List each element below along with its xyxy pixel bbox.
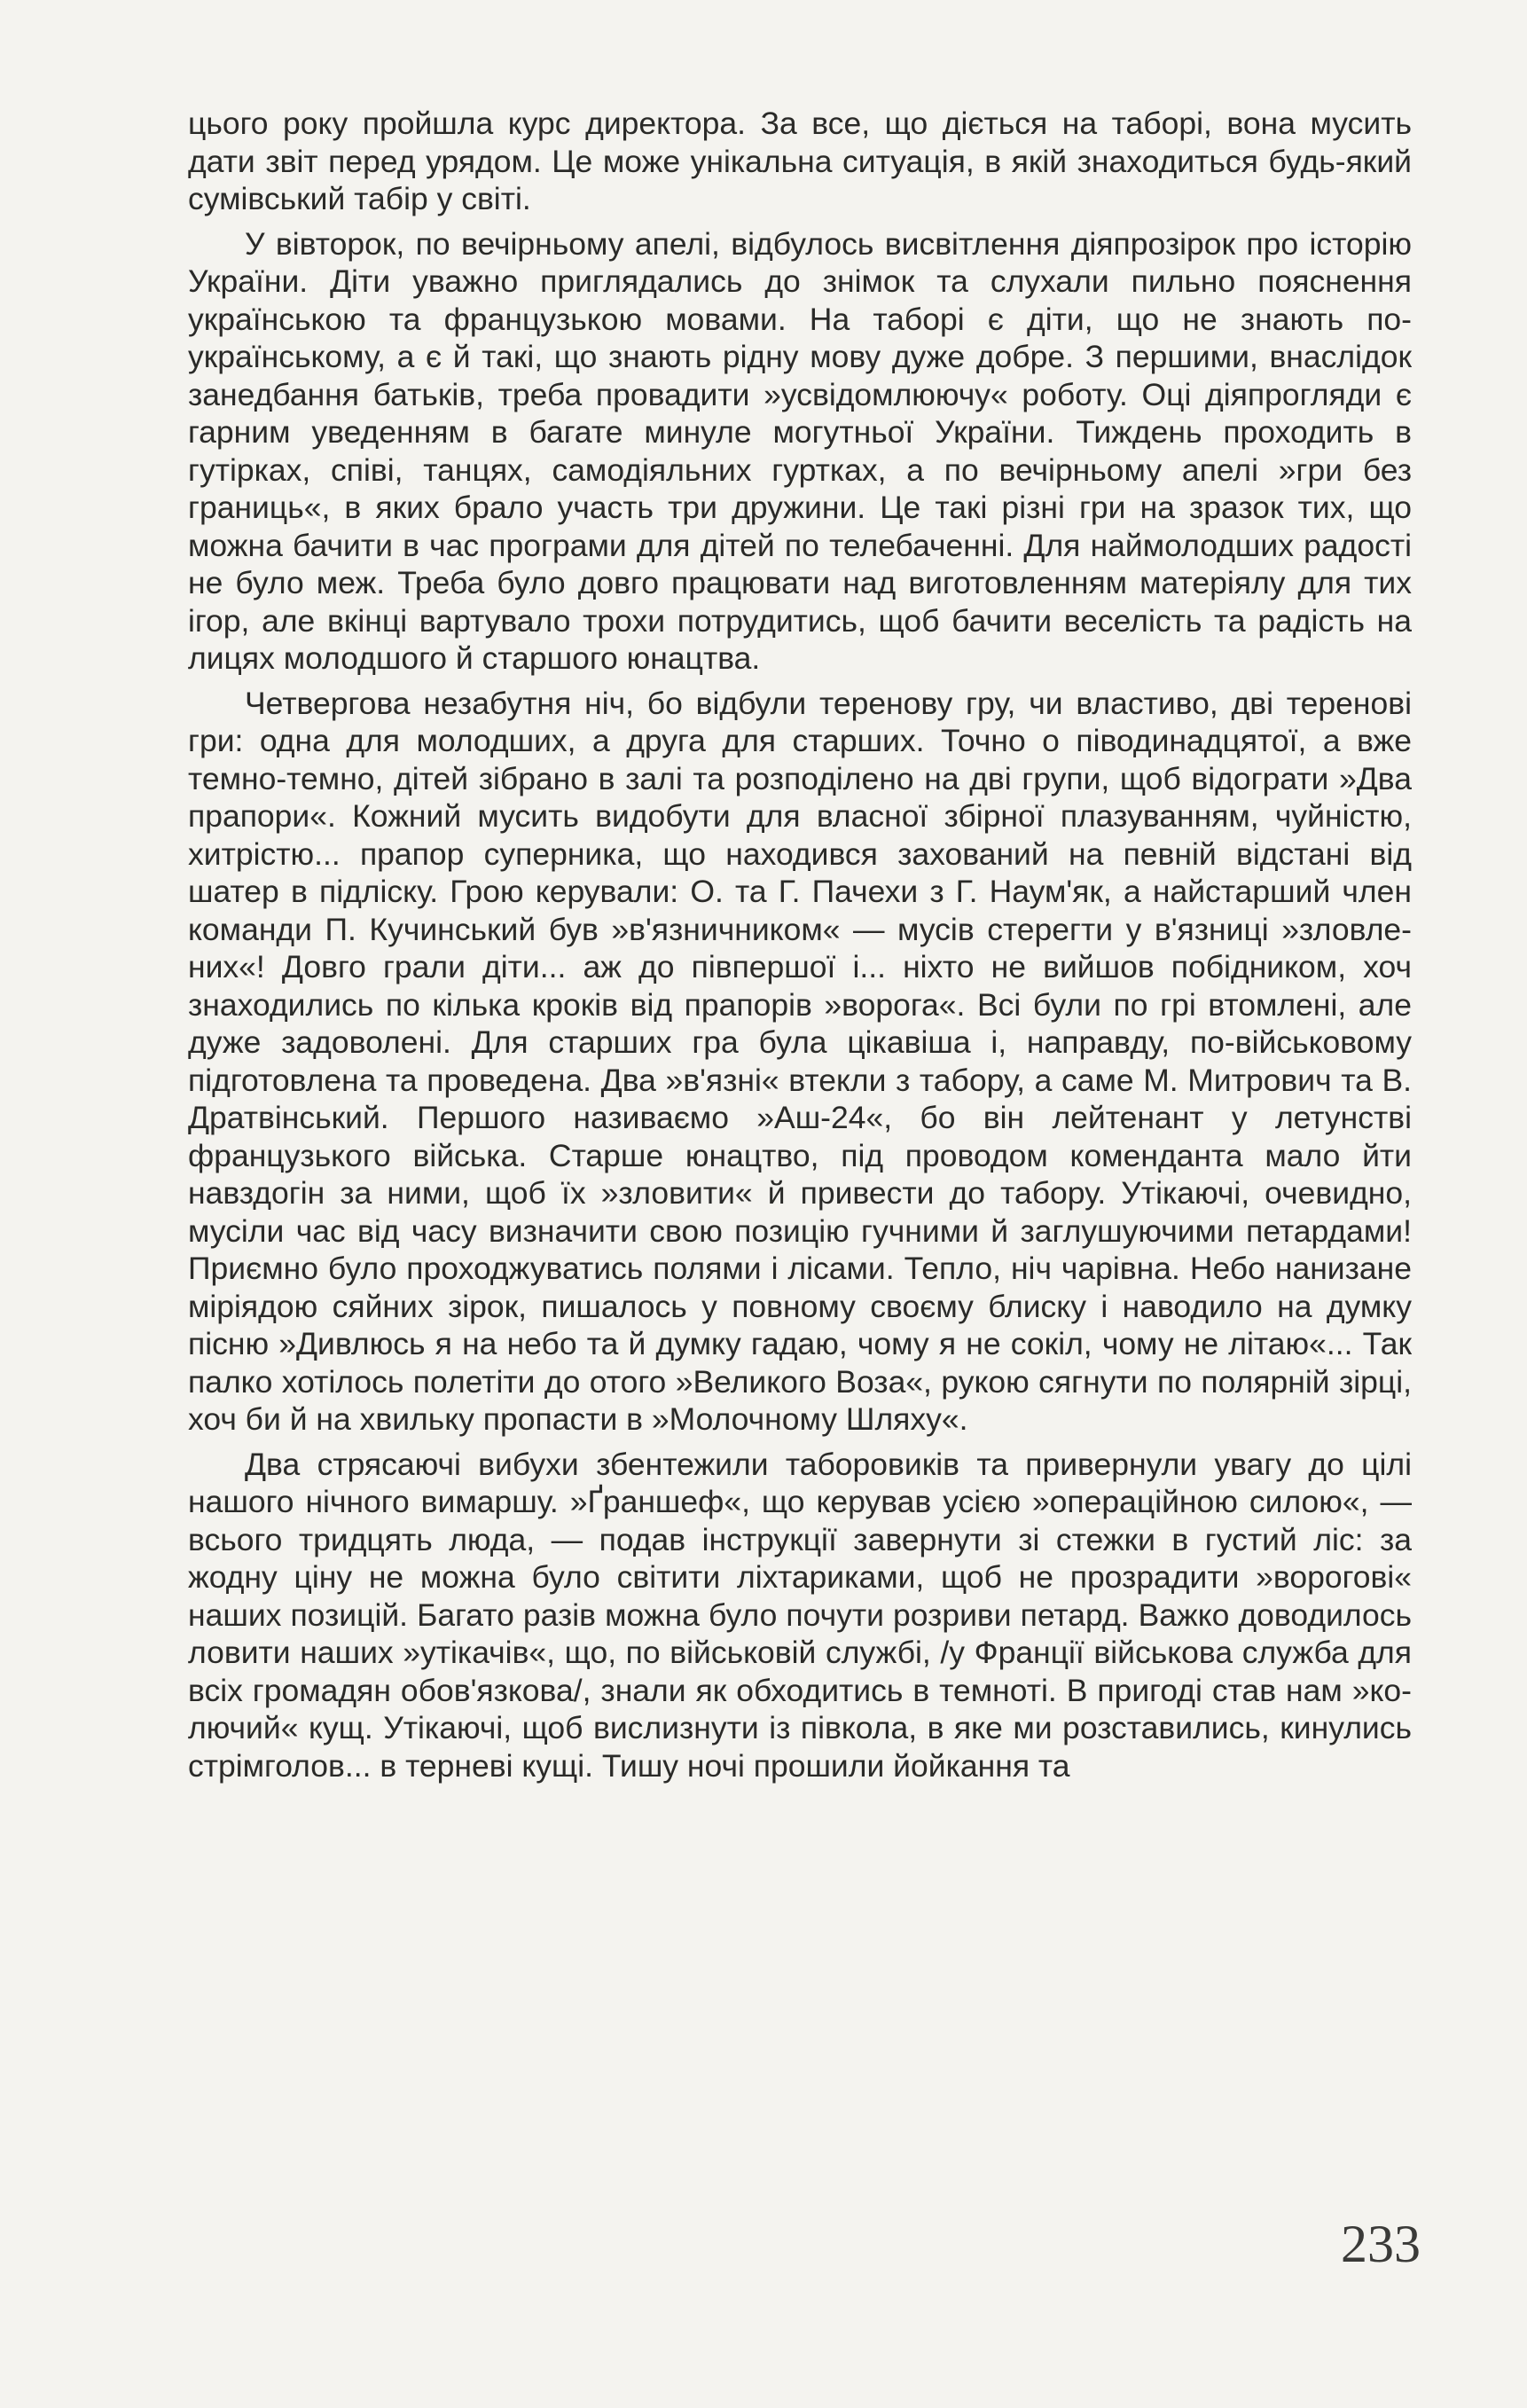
page-number: 233 (1341, 2215, 1421, 2273)
paragraph-thursday-night-game: Четвергова незабутня ніч, бо відбули теренову гру, чи властиво, дві теренові гри: одна для молодших, а друга для старших. Точно о піводинадцятої, а вже темно-темно, дітей зібрано в залі та розподілено на дві групи, щоб відограти »Два прапори«. Кожний мусить видобути для власної збірної плазуванням, чуйністю, хитрістю... прапор суперника, що находився захований на певній відстані від шатер в підліску. Грою керували: О. та Г. Пачехи з Г. Наум'як, а найстарший член команди П. Кучинський був »в'язничником« — мусів стерегти у в'язниці »зловлених«! Довго грали діти... аж до півпершої і... ніхто не вийшов побідником, хоч знаходились по кілька кроків від прапорів »ворога«. Всі були по грі втомлені, але дуже задоволені. Для старших гра була цікавіша і, направду, по-військовому підготовлена та проведена. Два »в'язні« втекли з табору, а саме М. Митрович та В. Дратвінський. Першого називаємо »Аш-24«, бо він лейтенант у летунстві французького війська. Старше юнацтво, під проводом коменданта мало йти навздогін за ними, щоб їх »зловити« й привести до табору. Утікаючі, очевидно, мусіли час від часу визначити свою позицію гучними й заглушуючими петардами! Приємно було проходжуватись полями і лісами. Тепло, ніч чарівна. Небо нанизане міріядою сяйних зірок, пишалось у повному своєму блиску і наводило на думку пісню »Дивлюсь я на небо та й думку гадаю, чому я не сокіл, чому не літаю«... Так палко хотілось полетіти до отого »Великого Воза«, рукою сягнути по полярній зірці, хоч би й на хвильку пропасти в »Молочному Шляху«. (188, 685, 1412, 1437)
paragraph-explosions: Два стрясаючі вибухи збентежили таборовиків та привернули увагу до цілі нашого нічного вимаршу. »Ґраншеф«, що керував усією »операційною силою«, — всього тридцять люда, — подав інструкції завернути зі стежки в густий ліс: за жодну ціну не можна було світити ліхтариками, щоб не прозрадити »ворогові« наших позицій. Багато разів можна було почути розриви петард. Важко доводилось ловити наших »утікачів«, що, по військовій службі, /у Франції військова служба для всіх громадян обов'язкова/, знали як обходитись в темноті. В пригоді став нам »колючий« кущ. Утікаючі, щоб вислизнути із півкола, в яке ми розставились, кинулись стрімголов... в терневі кущі. Тишу ночі прошили йойкання та (188, 1446, 1412, 1784)
paragraph-continued: цього року пройшла курс директора. За все, що діється на таборі, вона мусить дати звіт перед урядом. Це може унікальна ситуація, в якій знаходиться будь-який сумівський табір у світі. (188, 106, 1412, 216)
body-text (188, 105, 1412, 1784)
paragraph-tuesday: У вівторок, по вечірньому апелі, відбулось висвітлення діяпрозірок про історію України. Діти уважно приглядались до знімок та слухали пильно пояснення українською та французькою мовами. На таборі є діти, що не знають по-українському, а є й такі, що знають рідну мову дуже добре. З першими, внаслідок занедбання батьків, треба провадити »усвідомлюючу« роботу. Оці діяпрогляди є гарним уведенням в багате минуле могутньої України. Тиждень проходить в гутірках, співі, танцях, самодіяльних гуртках, а по вечірньому апелі »гри без границь«, в яких брало участь три дружини. Це такі різні гри на зразок тих, що можна бачити в час програми для дітей по телебаченні. Для наймолодших радості не було меж. Треба було довго працювати над виготовленням матеріялу для тих ігор, але вкінці вартувало трохи потрудитись, щоб бачити веселість та радість на лицях молодшого й старшого юнацтва. (188, 225, 1412, 676)
